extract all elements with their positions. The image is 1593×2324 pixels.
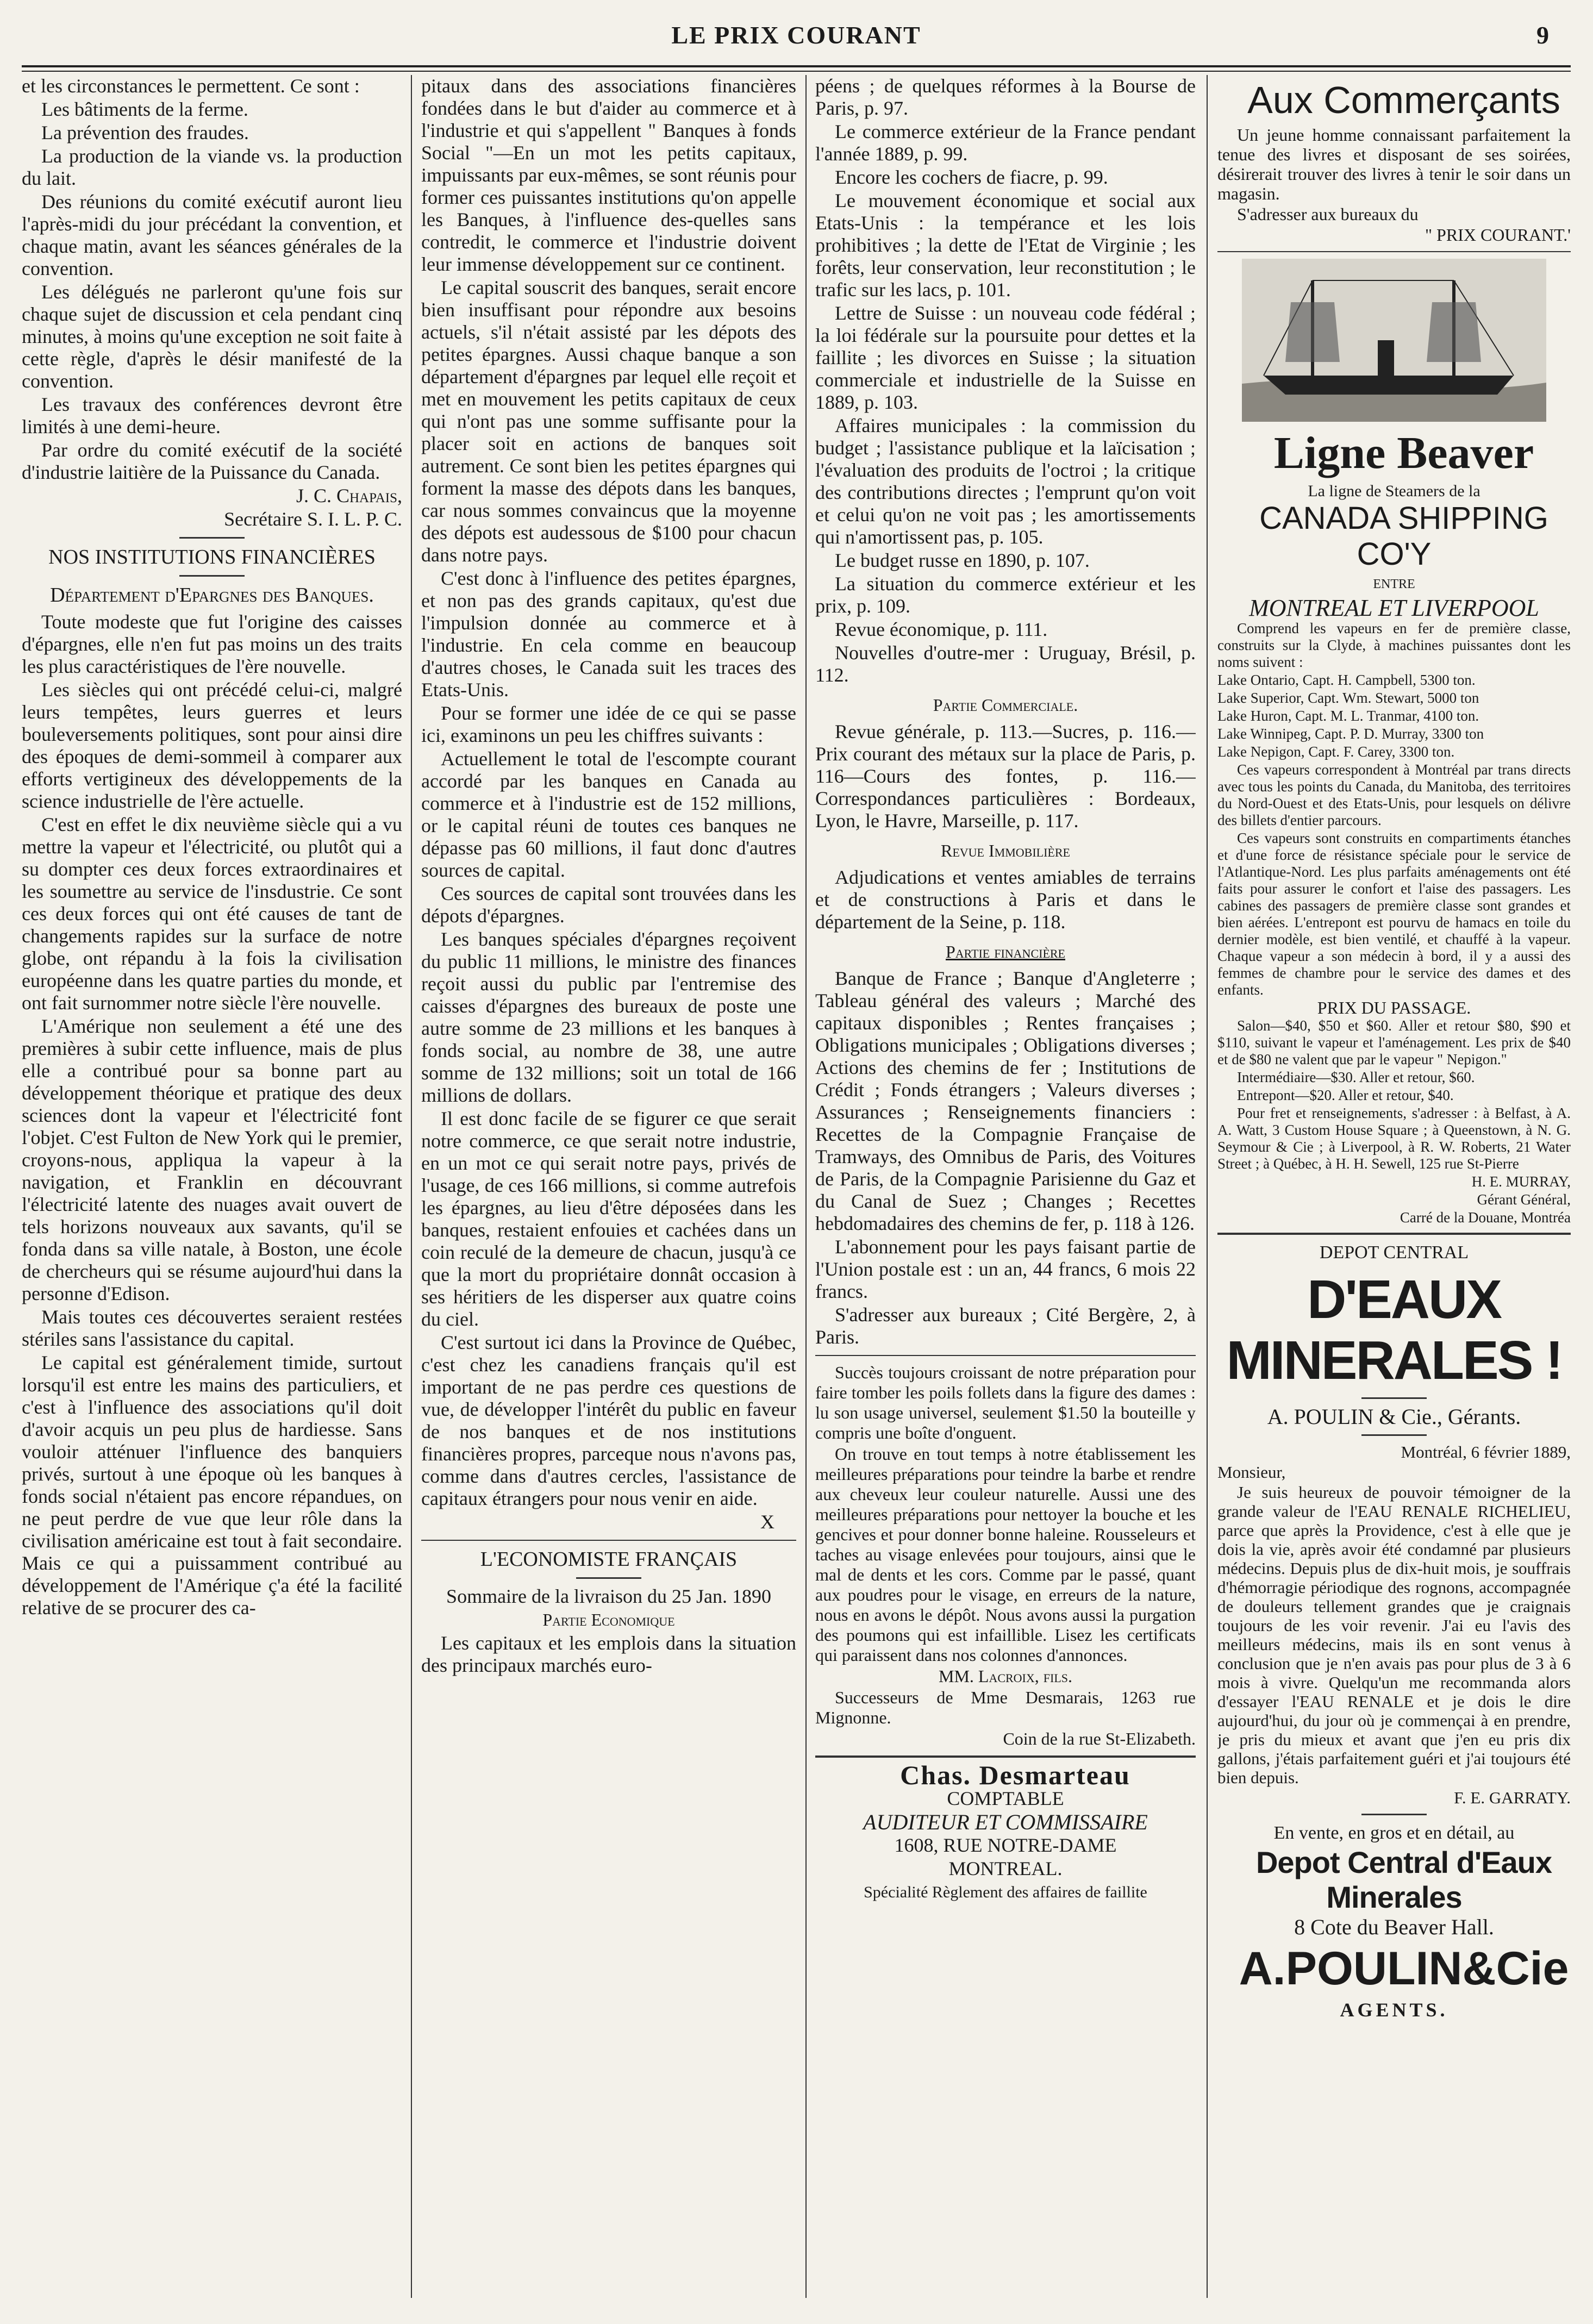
paragraph: Intermédiaire—$30. Aller et retour, $60. [1237, 1069, 1475, 1085]
letter-salutation: Monsieur, [1217, 1463, 1286, 1482]
paragraph: Affaires municipales : la commission du budget ; l'assistance publique et la laïcisation ; l'évaluation des produits de l'octroi ; la critique des contributions directes ; l'emprunt qu'on voit et celui qu'on ne voit pas ; les amortissements qui n'amortissent pas, p. 105. [815, 415, 1196, 548]
summary-line: Sommaire de la livraison du 25 Jan. 1890 [446, 1585, 771, 1607]
divider [421, 1540, 796, 1541]
paragraph: La prévention des fraudes. [41, 122, 249, 143]
column-1 [22, 75, 402, 2303]
divider [815, 1355, 1196, 1356]
section-title: L'ECONOMISTE FRANÇAIS [480, 1548, 738, 1571]
paragraph: Le mouvement économique et social aux Etats-Unis : la tempérance et les lois prohibitives ; la dette de l'Etat de Virginie ; les forêts, leur conservation, leur reconstitution ; le trafic sur les lacs, p. 101. [815, 190, 1196, 301]
paragraph: Le capital souscrit des banques, serait encore bien insuffisant pour répondre aux besoins actuels, s'il n'était assisté par les dépots des petites épargnes. Aussi chaque banque a son département d'épargnes par lequel elle reçoit et met en mouvement les petits capitaux de ceux qui n'ont pas une somme suffisante pour la placer soit en actions de banques soit autrement. Ce sont bien les petites épargnes qui forment la masse des dépots dans les banques, car nous sommes convaincus que la moyenne des dépots est audessous de $100 pour chacun dans notre pays. [421, 277, 796, 566]
ad-headline: A.POULIN&Cie [1239, 1942, 1569, 1995]
paragraph: Il est donc facile de se figurer ce que serait notre commerce, ce que serait notre industrie, en un mot ce qui serait notre pays, privés de l'usage, de ces 166 millions, si comme autrefois les épargnes, au lieu d'être déposées dans les banques, restaient enfouies et cachées dans un coin reculé de la demeure de chacun, jusqu'à ce que la mort du propriétaire donnât occasion à ses héritiers de les disperser aux quatre coins du ciel. [421, 1108, 796, 1330]
ship-entry: Lake Winnipeg, Capt. P. D. Murray, 3300 ton [1217, 726, 1484, 742]
paragraph: Les capitaux et les emplois dans la situation des principaux marchés euro- [421, 1632, 796, 1676]
ad-line: Gérant Général, [1477, 1191, 1571, 1208]
paragraph: Toute modeste que fut l'origine des caisses d'épargnes, elle n'en fut pas moins un des traits les plus caractéristiques de l'ère nouvelle. [22, 611, 402, 677]
column-4 [1217, 75, 1571, 2303]
paragraph: Le capital est généralement timide, surtout lorsqu'il est entre les mains des particuliers, et c'est à l'influence des associations qu'il doit d'avoir acquis un peu plus de hardiesse. Sans vouloir atténuer l'influence des banquiers privés, surtout à une époque où les banques à fonds social n'étaient pas encore répandues, on ne peut perdre de vue que leur rôle dans la civilisation américaine est tout à fait secondaire. Mais ce qui a puissamment contribué au développement de l'Amérique ç'a été la facilité relative de se procurer des ca- [22, 1352, 402, 1619]
shipping-details [1217, 620, 1571, 1226]
ad-title: DEPOT CENTRAL [1319, 1242, 1469, 1263]
ad-line: 8 Cote du Beaver Hall. [1294, 1915, 1494, 1939]
paragraph: Salon—$40, $50 et $60. Aller et retour $80, $90 et $110, suivant le vapeur et l'aménagement. Les prix de $40 et de $80 ne valent que par le vapeur " Nepigon." [1217, 1017, 1571, 1067]
paragraph: Un jeune homme connaissant parfaitement la tenue des livres et disposant de ses soirées, désirerait trouver des livres à tenir le soir dans un magasin. [1217, 125, 1571, 203]
ad-line: A. POULIN & Cie., Gérants. [1267, 1404, 1521, 1429]
testimonial-letter [1217, 1442, 1571, 1807]
part-title: Partie Economique [542, 1610, 675, 1629]
section-title: NOS INSTITUTIONS FINANCIÈRES [48, 546, 376, 568]
end-mark: X [760, 1511, 774, 1533]
ad-headline: D'EAUX MINERALES ! [1226, 1269, 1562, 1391]
paragraph: C'est en effet le dix neuvième siècle qui a vu mettre la vapeur et l'électricité, ou plutôt qui a su dompter ces deux forces extraordinaires et les soumettre au service de l'insdustrie. Ce sont ces deux forces qui ont été causes de tant de changements rapides sur la surface de notre globe, ont répandu à la fois la civilisation européenne dans les quatre parties du monde, et ont fait surnommer notre siècle l'ère nouvelle. [22, 814, 402, 1014]
paragraph: péens ; de quelques réformes à la Bourse de Paris, p. 97. [815, 75, 1196, 119]
page-number: 9 [1536, 21, 1549, 49]
ship-entry: Lake Huron, Capt. M. L. Tranmar, 4100 ton. [1217, 708, 1479, 724]
signature-name: J. C. Chapais, [296, 485, 402, 507]
paragraph: Les travaux des conférences devront être limités à une demi-heure. [22, 393, 402, 438]
advertiser-name: Chas. Desmarteau [900, 1760, 1130, 1790]
paragraph: Pour fret et renseignements, s'adresser : à Belfast, à A. A. Watt, 3 Custom House Square ; à Queenstown, à N. G. Seymour & Cie ; à Liverpool, à R. W. Roberts, 21 Water Street ; à Québec, à H. H. Sewell, 125 rue St-Pierre [1217, 1105, 1571, 1172]
paragraph: On trouve en tout temps à notre établissement les meilleures préparations pour teindre la barbe et rendre aux cheveux leur couleur naturelle. Aussi une des meilleures préparations pour nettoyer la bouche et les gencives et pour donner bonne haleine. Rousseleurs et taches au visage enlevées pour toujours, ainsi que le mal de dents et les cors. Comme par le passé, quant aux poudres pour le visage, en erreurs de la nature, nous en avons le dépôt. Nous avons aussi la purgation des poumons qui est infaillible. Lisez les certificats qui paraissent dans nos colonnes d'annonces. [815, 1444, 1196, 1665]
desmarteau-advertisement [815, 1760, 1196, 1903]
paragraph: " PRIX COURANT.' [1425, 225, 1571, 245]
paragraph: Comprend les vapeurs en fer de première classe, construits sur la Clyde, à machines puissantes dont les noms suivent : [1217, 620, 1571, 670]
ship-entry: Lake Nepigon, Capt. F. Carey, 3300 ton. [1217, 744, 1455, 760]
paragraph: Banque de France ; Banque d'Angleterre ; Tableau général des valeurs ; Marché des capitaux disponibles ; Rentes françaises ; Obligations municipales ; Obligations diverses ; Actions des chemins de fer ; Institutions de Crédit ; Fonds étrangers ; Valeurs diverses ; Assurances ; Renseignements financiers : Recettes de la Compagnie Française de Tramways, des Omnibus de Paris, des Voitures de Paris, de la Compagnie Parisienne du Gaz et du Canal de Suez ; Changes ; Recettes hebdomadaires des chemins de fer, p. 118 à 126. [815, 967, 1196, 1234]
letter-signature: F. E. GARRATY. [1454, 1788, 1571, 1807]
paragraph: S'adresser aux bureaux ; Cité Bergère, 2, à Paris. [815, 1304, 1196, 1348]
paragraph: Ces vapeurs correspondent à Montréal par trans directs avec tous les points du Canada, du Manitoba, des territoires du Nord-Ouest et des Etats-Unis, pour lesquels on délivre des billets d'entier parcours. [1217, 761, 1571, 828]
paragraph: C'est donc à l'influence des petites épargnes, et non pas des grands capitaux, qu'est due l'impulsion donnée au commerce et à l'industrie. En cela comme en beaucoup d'autres choses, le Canada suit les traces des Etats-Unis. [421, 567, 796, 701]
paragraph: Successeurs de Mme Desmarais, 1263 rue Mignonne. [815, 1688, 1196, 1727]
ship-entry: Lake Ontario, Capt. H. Campbell, 5300 ton. [1217, 672, 1476, 688]
ad-line: ENTRE [1373, 577, 1415, 591]
ad-signature: MM. Lacroix, fils. [938, 1666, 1073, 1686]
divider [1361, 1434, 1427, 1436]
part-title: Partie Commerciale. [933, 695, 1078, 715]
ship-entry: Lake Superior, Capt. Wm. Stewart, 5000 ton [1217, 690, 1479, 706]
paragraph: Revue économique, p. 111. [835, 619, 1048, 640]
paragraph: Les délégués ne parleront qu'une fois sur chaque sujet de discussion et cela pendant cinq minutes, à moins qu'une exception ne soit faite à cette règle, d'après le désir manifesté de la convention. [22, 281, 402, 392]
paragraph: S'adresser aux bureaux du [1237, 204, 1419, 224]
divider [815, 1756, 1196, 1758]
ad-signature: H. E. MURRAY, [1471, 1173, 1571, 1190]
page-header [22, 16, 1571, 65]
paragraph: C'est surtout ici dans la Province de Québec, c'est chez les canadiens français qu'il est important de ne pas perdre ces questions de vue, de développer l'intérêt du public en faveur de nos banques et de nos institutions financières propres, parceque nous n'avons pas, comme dans d'autres cercles, l'assistance de capitaux étrangers pour nous venir en aide. [421, 1332, 796, 1509]
paragraph: Revue générale, p. 113.—Sucres, p. 116.—Prix courant des métaux sur la place de Paris, p. 116—Cours des fontes, p. 116.—Correspondances particulières : Bordeaux, Lyon, le Havre, Marseille, p. 117. [815, 721, 1196, 832]
paragraph: L'abonnement pour les pays faisant partie de l'Union postale est : un an, 44 francs, 6 mois 22 francs. [815, 1236, 1196, 1302]
divider [1217, 1233, 1571, 1235]
route: MONTREAL ET LIVERPOOL [1249, 595, 1539, 621]
paragraph: L'Amérique non seulement a été une des premières à subir cette influence, mais de plus elle a contribué pour sa bonne part au développement théorique et pratique des deux sciences dont la vapeur et l'électricité font l'objet. C'est Fulton de New York qui le premier, croyons-nous, appliqua la vapeur à la navigation, et Franklin en découvrant l'électricité latente des nuages avait ouvert de tels horizons nouveaux aux savants, qu'il se fonda dans sa ville natale, à Boston, une école de chercheurs qui se résume aujourd'hui dans la personne d'Edison. [22, 1015, 402, 1304]
ad-title: Ligne Beaver [1273, 428, 1534, 478]
header-rule [22, 65, 1571, 67]
lacroix-advertisement [815, 1363, 1196, 1749]
ad-line: Carré de la Douane, Montréa [1400, 1209, 1571, 1226]
paragraph: Par ordre du comité exécutif de la société d'industrie laitière de la Puissance du Canada. [22, 439, 402, 483]
paragraph: Succès toujours croissant de notre préparation pour faire tomber les poils follets dans la figure des dames : lu son usage universel, seulement $1.50 la bouteille y compris une boîte d'onguent. [815, 1363, 1196, 1442]
paragraph: La production de la viande vs. la production du lait. [22, 145, 402, 189]
paragraph: Les siècles qui ont précédé celui-ci, malgré leurs tempêtes, leurs guerres et leurs bouleversements politiques, sont pour ainsi dire des époques de demi-sommeil à comparer aux efforts vertigineux des développements de la science industrielle de l'ère actuelle. [22, 679, 402, 812]
company-name: CANADA SHIPPING CO'Y [1259, 501, 1548, 572]
ad-headline: Depot Central d'Eaux Minerales [1255, 1845, 1552, 1914]
ad-line: AGENTS. [1340, 1999, 1448, 2021]
paragraph: Nouvelles d'outre-mer : Uruguay, Brésil, p. 112. [815, 642, 1196, 686]
column-divider [1207, 75, 1208, 2298]
paragraph: Le commerce extérieur de la France pendant l'année 1889, p. 99. [815, 121, 1196, 165]
subsection-title: Département d'Epargnes des Banques. [50, 584, 374, 607]
divider [1361, 1814, 1427, 1815]
column-divider [805, 75, 807, 2298]
ad-line: COMPTABLE [947, 1788, 1064, 1809]
newspaper-title: LE PRIX COURANT [671, 21, 921, 49]
divider [179, 537, 245, 539]
divider [179, 575, 245, 577]
part-title: Partie financière [945, 942, 1065, 961]
paragraph: Entrepont—$20. Aller et retour, $40. [1237, 1087, 1454, 1103]
paragraph: Encore les cochers de fiacre, p. 99. [835, 166, 1108, 188]
paragraph: La situation du commerce extérieur et les prix, p. 109. [815, 573, 1196, 617]
divider [576, 1577, 641, 1579]
part-title: Revue Immobilière [941, 841, 1070, 860]
ad-line: 1608, RUE NOTRE-DAME [894, 1834, 1117, 1856]
divider [1217, 251, 1571, 252]
ad-line: AUDITEUR ET COMMISSAIRE [863, 1810, 1148, 1834]
header-rule-thin [22, 71, 1571, 72]
paragraph: Les bâtiments de la ferme. [41, 98, 248, 120]
paragraph: Les banques spéciales d'épargnes reçoivent du public 11 millions, le ministre des finances reçoit aussi du public par l'entremise des caisses d'épargnes des bureaux de poste une autre somme de 23 millions et les banques à fonds social, au nombre de 38, une autre somme de 132 millions; soit un total de 166 millions de dollars. [421, 928, 796, 1106]
paragraph: Ces sources de capital sont trouvées dans les dépots d'épargnes. [421, 883, 796, 927]
paragraph: Je suis heureux de pouvoir témoigner de la grande valeur de l'EAU RENALE RICHELIEU, parce que après la Providence, c'est à elle que je dois la vie, après avoir été condamné par plusieurs médecins. Depuis plus de dix-huit mois, je souffrais d'hémorragie périodique des rognons, accompagnée de douleurs tellement grandes que je craignais toujours de les voir revenir. J'ai eu l'avis des meilleurs médecins, mais ils en sont venus à conclusion que je n'en avais pas pour plus de 3 à 6 mois à vivre. Quelqu'un me recommanda alors d'essayer l'EAU RENALE et je dois le dire aujourd'hui, du jour où je commençai à en prendre, je pris du mieux et avant que j'en eu pris dix gallons, j'étais parfaitement guéri et j'ai toujours été bien depuis. [1217, 1483, 1571, 1787]
paragraph: Coin de la rue St-Elizabeth. [1003, 1729, 1196, 1748]
paragraph: Actuellement le total de l'escompte courant accordé par les banques en Canada au commerce et à l'industrie est de 152 millions, or le capital réuni de toutes ces banques ne dépasse pas 60 millions, il faut donc d'autres sources de capital. [421, 748, 796, 881]
paragraph: Ces vapeurs sont construits en compartiments étanches et d'une force de résistance spéciale pour le service de l'Atlantique-Nord. Les plus parfaits aménagements ont été faits pour assurer le confort et l'aise des passagers. Les cabines des passagers de première classe sont grandes et bien aérées. L'entrepont est pourvu de hamacs en toile du dernier modèle, est bien ventilé, et chauffé à la vapeur. Chaque vapeur a son médecin à bord, il y a aussi des femmes de chambre pour le service des dames et des enfants. [1217, 830, 1571, 998]
column-3 [815, 75, 1196, 2303]
ad-line: MONTREAL. [948, 1858, 1063, 1879]
ad-line: La ligne de Steamers de la [1308, 482, 1480, 500]
paragraph: et les circonstances le permettent. Ce sont : [22, 75, 360, 97]
paragraph: Mais toutes ces découvertes seraient restées stériles sans l'assistance du capital. [22, 1306, 402, 1350]
letter-date: Montréal, 6 février 1889, [1401, 1442, 1571, 1461]
ad-line: En vente, en gros et en détail, au [1273, 1823, 1515, 1843]
paragraph: Lettre de Suisse : un nouveau code fédéral ; la loi fédérale sur la poursuite pour dettes et la faillite ; les divorces en Suisse ; la situation commerciale et industrielle de la Suisse en 1889, p. 103. [815, 302, 1196, 413]
column-2 [421, 75, 796, 2303]
paragraph: Le budget russe en 1890, p. 107. [835, 549, 1090, 571]
paragraph: Des réunions du comité exécutif auront lieu l'après-midi du jour précédant la convention, et chaque matin, avant les séances générales de la convention. [22, 191, 402, 279]
aux-commercants-advertisement [1217, 125, 1571, 245]
section-title: PRIX DU PASSAGE. [1317, 998, 1471, 1017]
signature-role: Secrétaire S. I. L. P. C. [224, 508, 402, 530]
steamship-icon [1242, 259, 1546, 422]
paragraph: pitaux dans des associations financières fondées dans le but d'aider au commerce et à l'industrie et qui s'appellent " Banques à fonds Social "—En un mot les petits capitaux, impuissants par eux-mêmes, se sont réunis pour former ces puissantes institutions qu'on appelle les Banques, à l'influence des-quelles sans contredit, le commerce et l'industrie doivent leur immense développement sur ce continent. [421, 75, 796, 275]
ad-line: Spécialité Règlement des affaires de faillite [864, 1883, 1147, 1901]
ad-title: Aux Commerçants [1247, 79, 1560, 121]
divider [1361, 1397, 1427, 1399]
paragraph: Pour se former une idée de ce qui se passe ici, examinons un peu les chiffres suivants : [421, 702, 796, 746]
column-divider [411, 75, 412, 2298]
newspaper-page [22, 11, 1571, 2315]
paragraph: Adjudications et ventes amiables de terrains et de constructions à Paris et dans le département de la Seine, p. 118. [815, 866, 1196, 933]
